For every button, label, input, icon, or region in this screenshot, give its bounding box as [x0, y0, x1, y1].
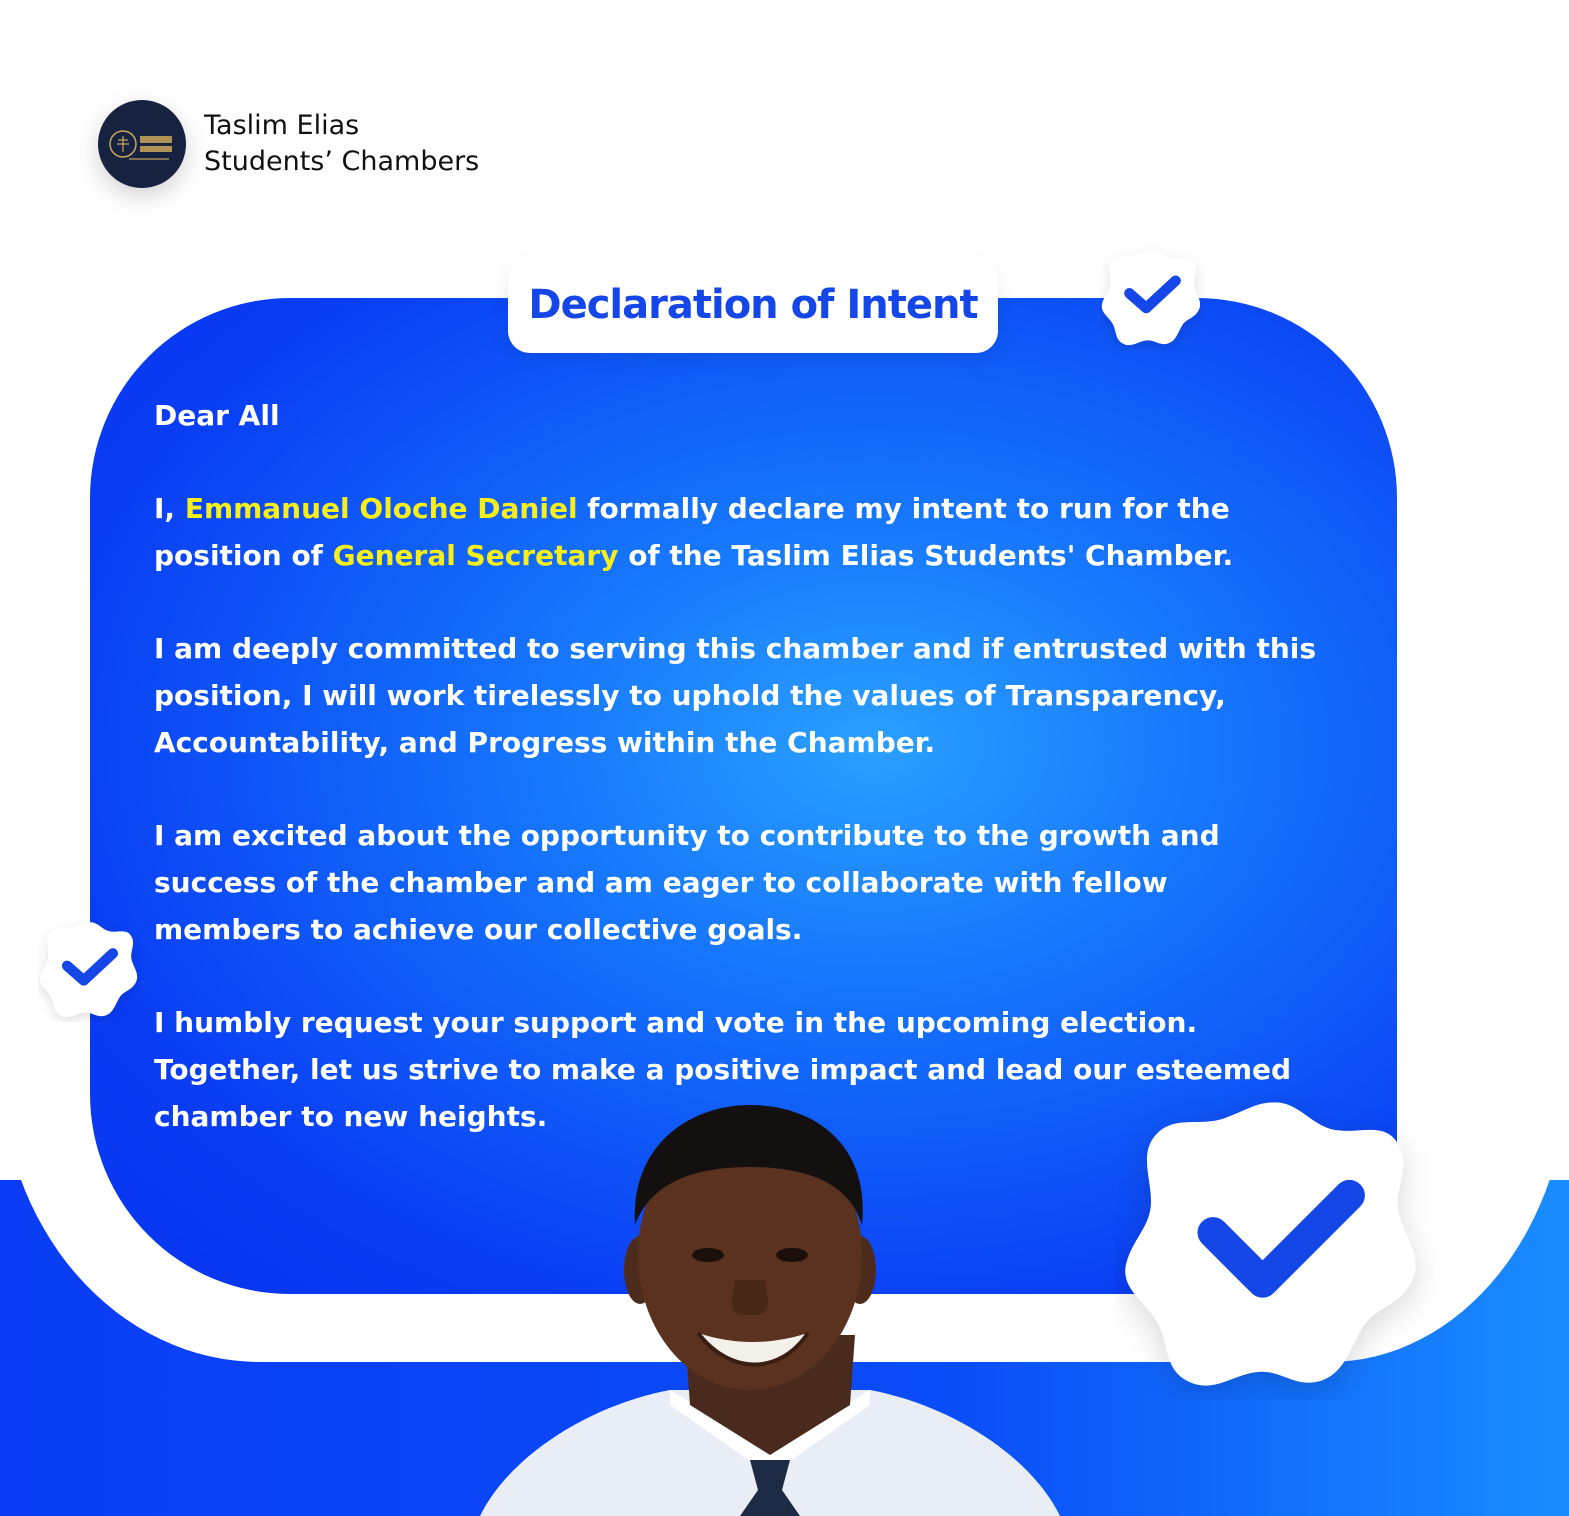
- paragraph-2: I am deeply committed to serving this chamber and if entrusted with this position, I will work tirelessly to uphold the values of Transparency, Accountability, and Progress within the Chamber.: [154, 632, 1317, 759]
- paragraph-1: [154, 485, 1324, 579]
- declaration-letter: [154, 392, 1324, 1186]
- page-title: Declaration of Intent: [528, 282, 978, 328]
- verified-badge-small-top-icon: [1100, 245, 1205, 350]
- paragraph-3: I am excited about the opportunity to contribute to the growth and success of the chamber and am eager to collaborate with fellow members to achieve our collective goals.: [154, 819, 1220, 946]
- p1-prefix: I,: [154, 492, 185, 525]
- title-pill: [508, 257, 998, 353]
- seal-logo-icon: [107, 114, 177, 174]
- p1-mid: formally declare my intent to run for the position of: [154, 492, 1230, 572]
- chamber-logo: [98, 100, 186, 188]
- brand-line-1: Taslim Elias: [204, 110, 360, 141]
- brand-line-2: Students’ Chambers: [204, 146, 480, 177]
- position-name: General Secretary: [332, 539, 619, 572]
- p1-suffix: of the Taslim Elias Students' Chamber.: [618, 539, 1234, 572]
- candidate-name: Emmanuel Oloche Daniel: [184, 492, 578, 525]
- candidate-photo: [470, 1105, 1070, 1516]
- brand-name: [204, 108, 479, 180]
- salutation: Dear All: [154, 399, 280, 432]
- verified-badge-large-icon: [1115, 1090, 1435, 1400]
- verified-badge-small-left-icon: [38, 918, 142, 1022]
- paragraph-4: I humbly request your support and vote in the upcoming election. Together, let us strive to make a positive impact and lead our esteemed chamber to new heights.: [154, 1006, 1292, 1133]
- brand-header: [98, 100, 479, 188]
